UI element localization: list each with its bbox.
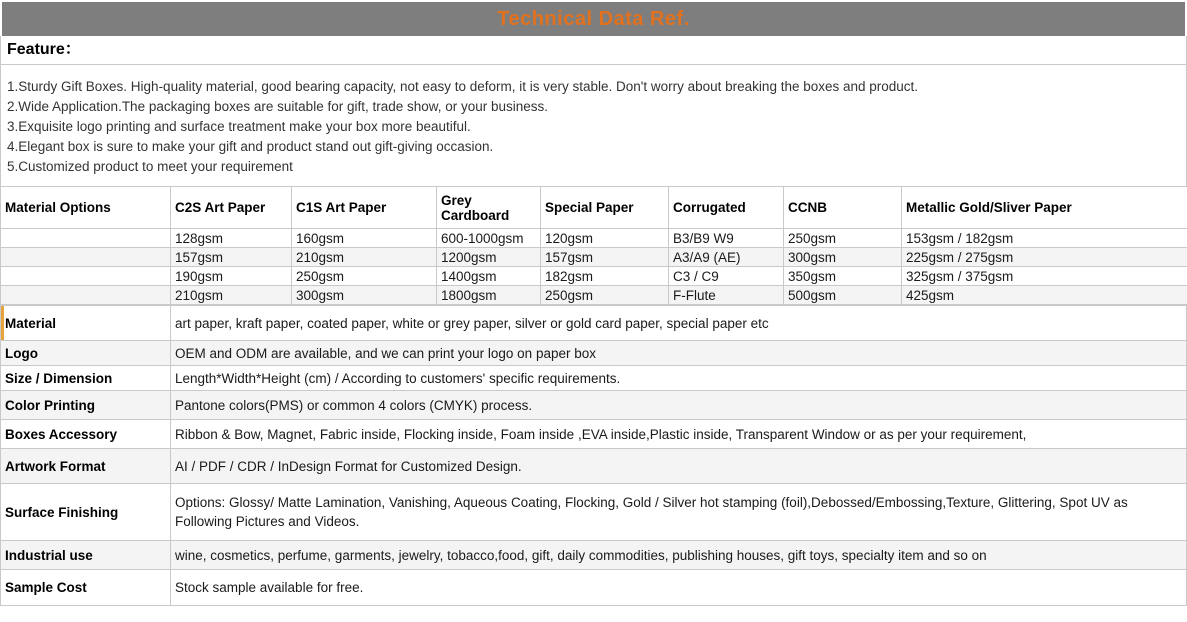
table-cell: B3/B9 W9 — [669, 229, 784, 248]
table-row — [1, 248, 1187, 267]
spec-value: wine, cosmetics, perfume, garments, jewelry, tobacco,food, gift, daily commodities, publishing houses, gift toys, specialty item and so on — [171, 541, 1187, 570]
spec-row — [1, 541, 1187, 570]
spec-label: Surface Finishing — [1, 484, 171, 541]
table-cell: 153gsm / 182gsm — [902, 229, 1187, 248]
table-cell: 600-1000gsm — [437, 229, 541, 248]
column-header: Metallic Gold/Sliver Paper — [902, 187, 1187, 229]
banner — [2, 2, 1185, 36]
spec-value: OEM and ODM are available, and we can print your logo on paper box — [171, 341, 1187, 366]
spec-label: Color Printing — [1, 391, 171, 420]
material-options-table — [0, 186, 1187, 305]
spec-value: Length*Width*Height (cm) / According to customers' specific requirements. — [171, 366, 1187, 391]
table-cell: 250gsm — [784, 229, 902, 248]
spec-row — [1, 306, 1187, 341]
table-header-row — [1, 187, 1187, 229]
spec-value: Ribbon & Bow, Magnet, Fabric inside, Flocking inside, Foam inside ,EVA inside,Plastic inside, Transparent Window or as per your requirement, — [171, 420, 1187, 449]
spec-row — [1, 420, 1187, 449]
table-cell: 210gsm — [292, 248, 437, 267]
feature-item: 3.Exquisite logo printing and surface treatment make your box more beautiful. — [7, 117, 1180, 137]
table-cell: A3/A9 (AE) — [669, 248, 784, 267]
table-cell: 1200gsm — [437, 248, 541, 267]
table-cell: 182gsm — [541, 267, 669, 286]
spec-label: Logo — [1, 341, 171, 366]
table-cell: 225gsm / 275gsm — [902, 248, 1187, 267]
table-cell: 1400gsm — [437, 267, 541, 286]
table-cell: 120gsm — [541, 229, 669, 248]
spec-row — [1, 341, 1187, 366]
spec-label: Artwork Format — [1, 449, 171, 484]
spec-value: Stock sample available for free. — [171, 570, 1187, 606]
feature-item: 4.Elegant box is sure to make your gift and product stand out gift-giving occasion. — [7, 137, 1180, 157]
column-header: CCNB — [784, 187, 902, 229]
spec-label: Size / Dimension — [1, 366, 171, 391]
feature-item: 2.Wide Application.The packaging boxes are suitable for gift, trade show, or your business. — [7, 97, 1180, 117]
table-cell: 190gsm — [171, 267, 292, 286]
column-header: Material Options — [1, 187, 171, 229]
spec-row — [1, 449, 1187, 484]
table-cell — [1, 248, 171, 267]
feature-heading: Feature： — [0, 36, 1187, 65]
column-header: Special Paper — [541, 187, 669, 229]
page-title: Technical Data Ref. — [497, 8, 690, 31]
spec-value: Pantone colors(PMS) or common 4 colors (CMYK) process. — [171, 391, 1187, 420]
column-header: C1S Art Paper — [292, 187, 437, 229]
table-cell: F-Flute — [669, 286, 784, 305]
table-cell: 157gsm — [171, 248, 292, 267]
table-cell: 1800gsm — [437, 286, 541, 305]
table-cell: 128gsm — [171, 229, 292, 248]
table-cell: 160gsm — [292, 229, 437, 248]
table-cell: 350gsm — [784, 267, 902, 286]
column-header: Corrugated — [669, 187, 784, 229]
column-header: Grey Cardboard — [437, 187, 541, 229]
table-row — [1, 267, 1187, 286]
spec-row — [1, 391, 1187, 420]
spec-row — [1, 484, 1187, 541]
table-cell: 157gsm — [541, 248, 669, 267]
spec-table — [0, 305, 1187, 606]
spec-row — [1, 366, 1187, 391]
feature-item: 5.Customized product to meet your requirement — [7, 157, 1180, 177]
table-row — [1, 286, 1187, 305]
column-header: C2S Art Paper — [171, 187, 292, 229]
table-cell — [1, 229, 171, 248]
table-cell: 300gsm — [784, 248, 902, 267]
table-cell: 250gsm — [292, 267, 437, 286]
spec-value: Options: Glossy/ Matte Lamination, Vanishing, Aqueous Coating, Flocking, Gold / Silver hot stamping (foil),Debossed/Embossing,Texture, Glittering, Spot UV as Following Pictures and Videos. — [171, 484, 1187, 541]
spec-row — [1, 570, 1187, 606]
feature-item: 1.Sturdy Gift Boxes. High-quality material, good bearing capacity, not easy to deform, it is very stable. Don't worry about breaking the boxes and product. — [7, 77, 1180, 97]
spec-label: Sample Cost — [1, 570, 171, 606]
spec-value: art paper, kraft paper, coated paper, white or grey paper, silver or gold card paper, special paper etc — [171, 306, 1187, 341]
spec-label: Industrial use — [1, 541, 171, 570]
table-cell — [1, 286, 171, 305]
table-cell: C3 / C9 — [669, 267, 784, 286]
table-cell: 250gsm — [541, 286, 669, 305]
feature-list — [0, 65, 1187, 186]
table-cell: 325gsm / 375gsm — [902, 267, 1187, 286]
spec-label: Boxes Accessory — [1, 420, 171, 449]
table-cell — [1, 267, 171, 286]
spec-label: Material — [1, 306, 171, 341]
table-cell: 300gsm — [292, 286, 437, 305]
table-row — [1, 229, 1187, 248]
spec-value: AI / PDF / CDR / InDesign Format for Customized Design. — [171, 449, 1187, 484]
table-cell: 500gsm — [784, 286, 902, 305]
table-cell: 425gsm — [902, 286, 1187, 305]
table-cell: 210gsm — [171, 286, 292, 305]
